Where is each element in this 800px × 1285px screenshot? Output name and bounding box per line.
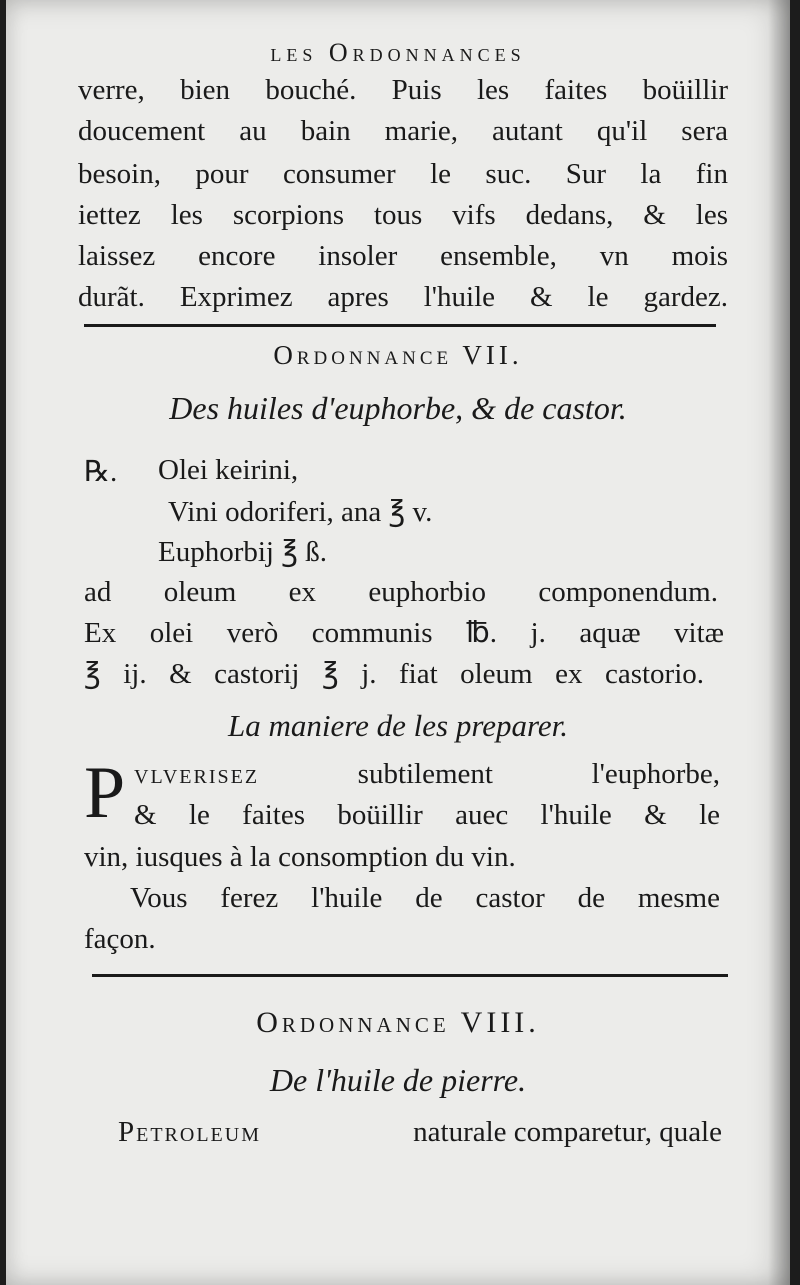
- preparation-first-word: vlverisez: [134, 758, 260, 790]
- ingredient-line: Olei keirini,: [158, 454, 299, 486]
- text-line: durãt. Exprimez apres l'huile & le gardez.: [78, 281, 728, 313]
- text-line: Vous ferez l'huile de castor de mesme: [130, 882, 720, 914]
- text-line: & le faites boüillir auec l'huile & le: [134, 799, 720, 831]
- drop-cap: P: [84, 752, 126, 834]
- text-line: façon.: [84, 923, 156, 955]
- text-line: verre, bien bouché. Puis les faites boüillir: [78, 74, 728, 106]
- book-page: [6, 0, 790, 1285]
- recipe-symbol: ℞.: [84, 456, 118, 488]
- ingredient-line: Euphorbij ℥ ß.: [158, 536, 327, 568]
- running-header: les Ordonnances: [270, 38, 526, 67]
- section-divider: [92, 974, 728, 977]
- text-line: iettez les scorpions tous vifs dedans, & les: [78, 199, 728, 231]
- ordonnance-viii-heading: Ordonnance VIII.: [256, 1006, 540, 1039]
- text-line: besoin, pour consumer le suc. Sur la fin: [78, 158, 728, 190]
- text-line: [134, 760, 720, 789]
- ordonnance-viii-subtitle: De l'huile de pierre.: [269, 1062, 527, 1098]
- text-line: ℥ ij. & castorij ℥ j. fiat oleum ex castorio.: [84, 658, 704, 690]
- text-line: laissez encore insoler ensemble, vn mois: [78, 240, 728, 272]
- ordonnance-viii-first-word: Petroleum: [118, 1116, 262, 1148]
- ordonnance-vii-subtitle: Des huiles d'euphorbe, & de castor.: [169, 390, 627, 426]
- preparation-first-line: subtilement l'euphorbe,: [357, 758, 721, 790]
- text-line: Ex olei verò communis ℔. j. aquæ vitæ: [84, 617, 724, 649]
- ordonnance-viii-first-line: [118, 1116, 722, 1149]
- ingredient-line: Vini odoriferi, ana ℥ v.: [168, 496, 433, 528]
- ordonnance-vii-heading: Ordonnance VII.: [273, 340, 523, 370]
- ordonnance-viii-line-rest: naturale comparetur, quale: [413, 1116, 722, 1148]
- text-line: vin, iusques à la consomption du vin.: [84, 841, 516, 873]
- section-divider: [84, 324, 716, 327]
- text-line: ad oleum ex euphorbio componendum.: [84, 576, 718, 608]
- text-line: doucement au bain marie, autant qu'il sera: [78, 115, 728, 147]
- preparation-title: La maniere de les preparer.: [227, 708, 569, 743]
